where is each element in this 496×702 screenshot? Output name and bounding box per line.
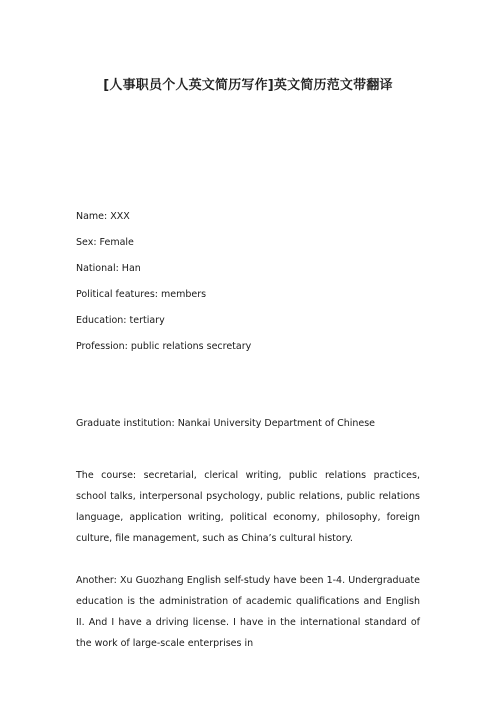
name-field: Name: XXX [76,211,130,222]
sex-field: Sex: Female [76,237,134,248]
profession-field: Profession: public relations secretary [76,341,252,352]
national-field: National: Han [76,263,141,274]
graduate-institution: Graduate institution: Nankai University Department of Chinese [76,418,376,429]
education-field: Education: tertiary [76,315,165,326]
another-paragraph: Another: Xu Guozhang English self-study have been 1-4. Undergraduate education is the administration of academic qualifications and English II. And I have a driving license. I have in the international standard of the work of large-scale enterprises in [76,575,420,649]
course-paragraph: The course: secretarial, clerical writing, public relations practices, school talks, interpersonal psychology, public relations, public relations language, application writing, political economy, philosophy, foreign culture, file management, such as China’s cultural history. [76,470,420,544]
political-field: Political features: members [76,289,207,300]
document-title: [人事职员个人英文简历写作]英文简历范文带翻译 [103,78,393,93]
